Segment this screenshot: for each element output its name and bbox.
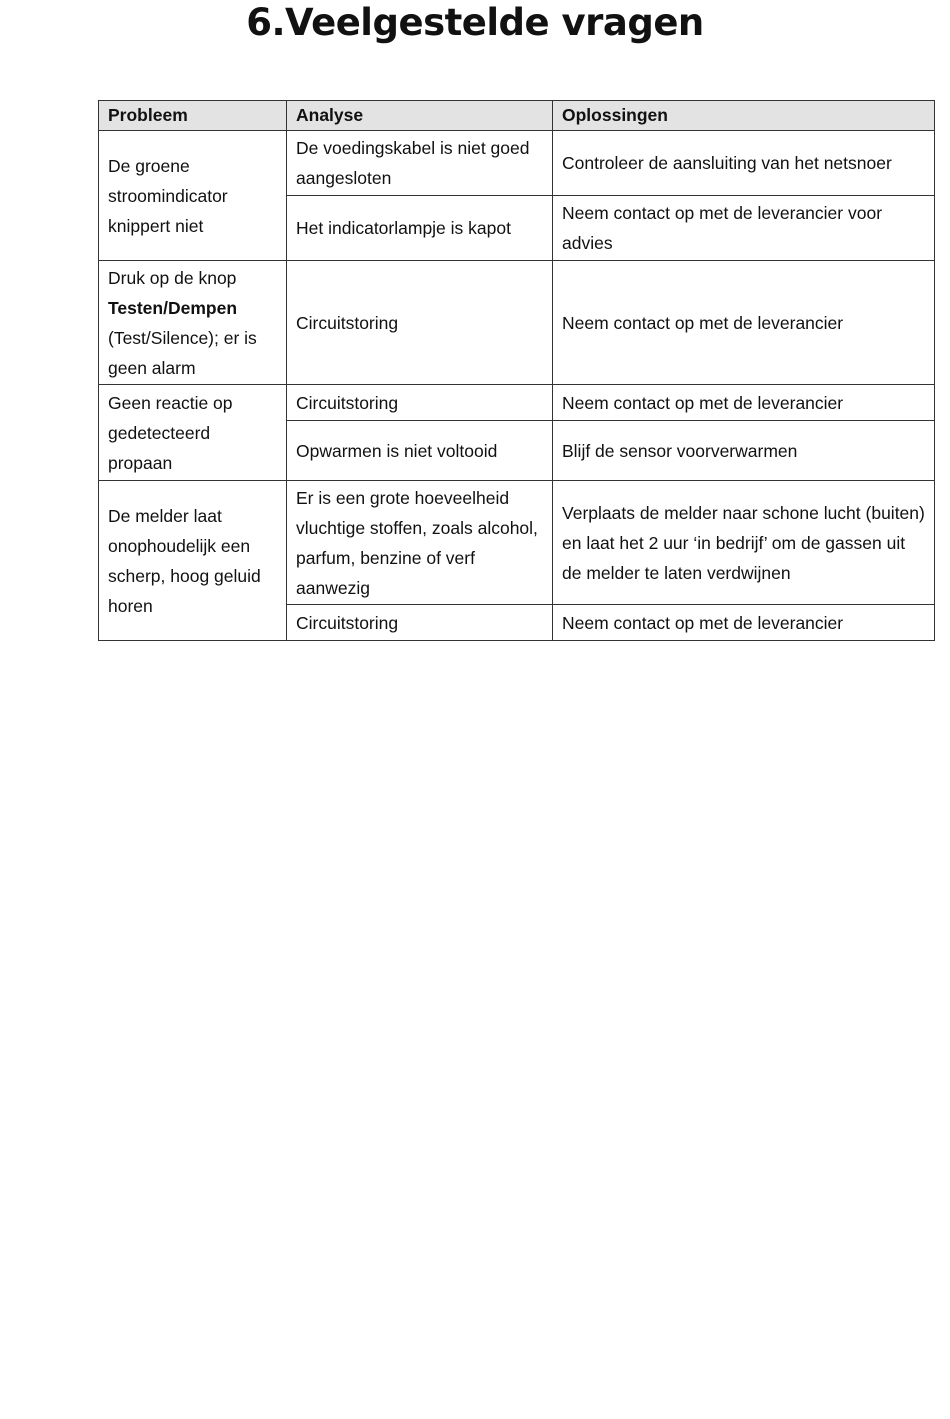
table-row <box>99 131 935 196</box>
analysis-cell: De voedingskabel is niet goed aangesloten <box>287 131 553 196</box>
solution-cell: Neem contact op met de leverancier <box>553 605 935 641</box>
problem-text-after: (Test/Silence); er is geen alarm <box>108 327 257 378</box>
table-header-row <box>99 101 935 131</box>
solution-cell: Neem contact op met de leverancier <box>553 261 935 385</box>
solution-cell: Controleer de aansluiting van het netsnoer <box>553 131 935 196</box>
analysis-cell: Het indicatorlampje is kapot <box>287 196 553 261</box>
table-row <box>99 261 935 385</box>
analysis-cell: Circuitstoring <box>287 605 553 641</box>
faq-table <box>98 100 935 641</box>
analysis-cell: Circuitstoring <box>287 261 553 385</box>
solution-cell: Neem contact op met de leverancier <box>553 385 935 421</box>
solution-cell: Verplaats de melder naar schone lucht (buiten) en laat het 2 uur ‘in bedrijf’ om de gassen uit de melder te laten verdwijnen <box>553 481 935 605</box>
header-probleem: Probleem <box>99 101 287 131</box>
solution-cell: Blijf de sensor voorverwarmen <box>553 421 935 481</box>
solution-cell: Neem contact op met de leverancier voor advies <box>553 196 935 261</box>
button-name-testen-dempen: Testen/Dempen <box>108 297 238 318</box>
header-oplossingen: Oplossingen <box>553 101 935 131</box>
page-title: 6.Veelgestelde vragen <box>246 1 704 44</box>
problem-cell: De melder laat onophoudelijk een scherp, hoog geluid horen <box>99 481 287 641</box>
analysis-cell: Circuitstoring <box>287 385 553 421</box>
problem-cell: De groene stroomindicator knippert niet <box>99 131 287 261</box>
problem-cell: Geen reactie op gedetecteerd propaan <box>99 385 287 481</box>
table-row <box>99 481 935 605</box>
analysis-cell: Er is een grote hoeveelheid vluchtige stoffen, zoals alcohol, parfum, benzine of verf aanwezig <box>287 481 553 605</box>
analysis-cell: Opwarmen is niet voltooid <box>287 421 553 481</box>
header-analyse: Analyse <box>287 101 553 131</box>
problem-text-before: Druk op de knop <box>108 267 237 288</box>
problem-cell <box>99 261 287 385</box>
table-row <box>99 385 935 421</box>
